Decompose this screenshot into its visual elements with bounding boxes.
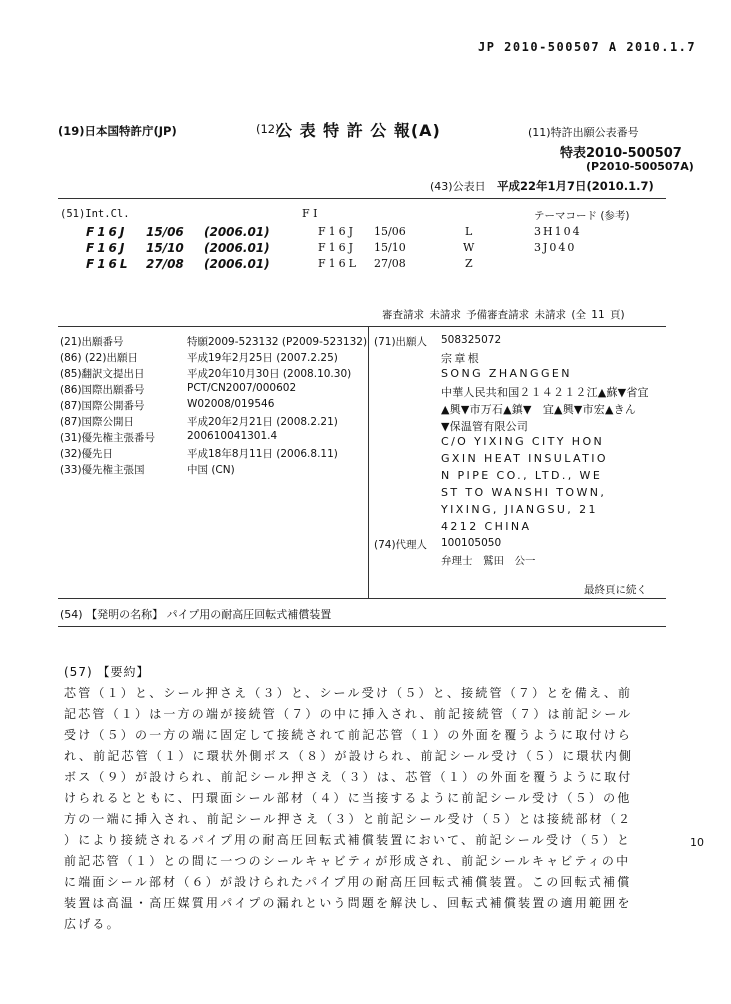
theme-code: 3J040	[534, 241, 577, 254]
biblio-value: W02008/019546	[187, 398, 275, 410]
biblio-value: 平成20年2月21日 (2008.2.21)	[187, 416, 338, 428]
divider	[58, 198, 666, 199]
biblio-label: (33)優先権主張国	[60, 464, 145, 476]
intcl-code: F16L	[86, 257, 131, 271]
agent-name: 弁理士 鷲田 公一	[441, 555, 536, 567]
intcl-year: (2006.01)	[204, 225, 270, 239]
intcl-year: (2006.01)	[204, 241, 270, 255]
biblio-label: (85)翻訳文提出日	[60, 368, 145, 380]
biblio-label: (86) (22)出願日	[60, 352, 138, 364]
applicant-id: 508325072	[441, 334, 502, 346]
publication-number: 特表2010-500507	[560, 146, 682, 161]
fi-group: 15/06	[374, 225, 406, 238]
biblio-value: PCT/CN2007/000602	[187, 382, 297, 394]
biblio-label: (86)国際出願番号	[60, 384, 145, 396]
intcl-group: 27/08	[146, 257, 184, 271]
agent-label: (74)代理人	[374, 539, 428, 551]
fi-group: 15/10	[374, 241, 406, 254]
biblio-label: (32)優先日	[60, 448, 114, 460]
abstract-line: 装置は高温・高圧媒質用パイプの漏れという問題を解決し、回転式補償装置の適用範囲を	[64, 896, 632, 910]
biblio-label: (21)出願番号	[60, 336, 124, 348]
column-divider	[368, 326, 369, 598]
theme-code: 3H104	[534, 225, 582, 238]
intcl-label: (51)Int.Cl.	[60, 208, 130, 220]
applicant-line: SONG ZHANGGEN	[441, 367, 572, 380]
fi-symbol: W	[463, 241, 475, 254]
biblio-value: 平成20年10月30日 (2008.10.30)	[187, 368, 352, 380]
applicant-line: C/O YIXING CITY HON	[441, 435, 605, 448]
biblio-value: 200610041301.4	[187, 430, 278, 442]
fi-symbol: Z	[465, 257, 473, 270]
abstract-line: ）により接続されるパイプ用の耐高圧回転式補償装置において、前記シール受け（５）と	[64, 833, 632, 847]
agent-id: 100105050	[441, 537, 502, 549]
applicant-line: 中華人民共和国２１４２１２江▲蘇▼省宜	[441, 386, 649, 399]
abstract-line: 受け（５）の一方の端に固定して接続されて前記芯管（１）の外面を覆うように取付けら	[64, 728, 633, 742]
abstract-line: 前記芯管（１）との間に一つのシールキャビティが形成され、前記シールキャビティの中	[64, 854, 631, 868]
applicant-label: (71)出願人	[374, 336, 428, 348]
invention-title: (54) 【発明の名称】 パイプ用の耐高圧回転式補償装置	[60, 608, 332, 621]
biblio-label: (87)国際公開日	[60, 416, 135, 428]
applicant-line: N PIPE CO., LTD., WE	[441, 469, 603, 482]
biblio-value: 中国 (CN)	[187, 464, 235, 476]
divider	[58, 626, 666, 627]
publication-number-alt: (P2010-500507A)	[586, 160, 694, 173]
intcl-code: F16J	[86, 225, 128, 239]
intcl-year: (2006.01)	[204, 257, 270, 271]
biblio-value: 平成19年2月25日 (2007.2.25)	[187, 352, 338, 364]
publication-date: 平成22年1月7日(2010.1.7)	[497, 179, 654, 193]
applicant-line: ▲興▼市万石▲鎮▼ 宜▲興▼市宏▲きん	[441, 403, 637, 416]
examination-status: 審査請求 未請求 予備審査請求 未請求 (全 11 頁)	[382, 309, 625, 321]
divider	[58, 326, 666, 327]
intcl-group: 15/10	[146, 241, 184, 255]
abstract-line: 広げる。	[64, 917, 121, 931]
abstract-line: 記芯管（１）は一方の端が接続管（７）の中に挿入され、前記接続管（７）は前記シール	[64, 707, 633, 721]
applicant-line: 宗章根	[441, 352, 482, 365]
abstract-line: ボス（９）が設けられ、前記シール押さえ（３）は、芯管（１）の外面を覆うように取付	[64, 770, 633, 784]
abstract-label: (57) 【要約】	[64, 665, 150, 679]
theme-code-label: テーマコード (参考)	[534, 210, 630, 222]
abstract-line: けられるとともに、円環面シール部材（４）に当接するように前記シール受け（５）の他	[64, 791, 632, 805]
publication-type: 公 表 特 許 公 報(A)	[276, 121, 441, 140]
publication-type-code: (12)	[256, 122, 280, 136]
applicant-line: YIXING, JIANGSU, 21	[441, 503, 598, 516]
abstract-line: 芯管（１）と、シール押さえ（３）と、シール受け（５）と、接続管（７）とを備え、前	[64, 686, 633, 700]
fi-code: F16J	[318, 225, 357, 238]
fi-code: F16J	[318, 241, 357, 254]
continued-note: 最終頁に続く	[584, 584, 647, 596]
biblio-label: (87)国際公開番号	[60, 400, 145, 412]
fi-symbol: L	[465, 225, 473, 238]
fi-group: 27/08	[374, 257, 406, 270]
fi-label: F I	[302, 207, 318, 220]
abstract-line: れ、前記芯管（１）に環状外側ボス（８）が設けられ、前記シール受け（５）に環状内側	[64, 749, 634, 763]
abstract-line: に端面シール部材（６）が設けられたパイプ用の耐高圧回転式補償装置。この回転式補償	[64, 875, 632, 889]
divider	[58, 598, 666, 599]
intcl-code: F16J	[86, 241, 128, 255]
biblio-value: 平成18年8月11日 (2006.8.11)	[187, 448, 338, 460]
applicant-line: ST TO WANSHI TOWN,	[441, 486, 607, 499]
publication-number-label: (11)特許出願公表番号	[528, 126, 639, 139]
applicant-line: ▼保温管有限公司	[441, 420, 529, 433]
document-number: JP 2010-500507 A 2010.1.7	[478, 40, 697, 54]
intcl-group: 15/06	[146, 225, 184, 239]
office-name: (19)日本国特許庁(JP)	[58, 124, 177, 138]
publication-date-label: (43)公表日	[430, 180, 486, 193]
abstract-line: 方の一端に挿入され、前記シール押さえ（３）と前記シール受け（５）とは接続部材（２	[64, 812, 633, 826]
biblio-value: 特願2009-523132 (P2009-523132)	[187, 336, 368, 348]
biblio-label: (31)優先権主張番号	[60, 432, 156, 444]
applicant-line: 4212 CHINA	[441, 520, 532, 533]
fi-code: F16L	[318, 257, 359, 270]
applicant-line: GXIN HEAT INSULATIO	[441, 452, 608, 465]
margin-line-number: 10	[690, 836, 704, 849]
